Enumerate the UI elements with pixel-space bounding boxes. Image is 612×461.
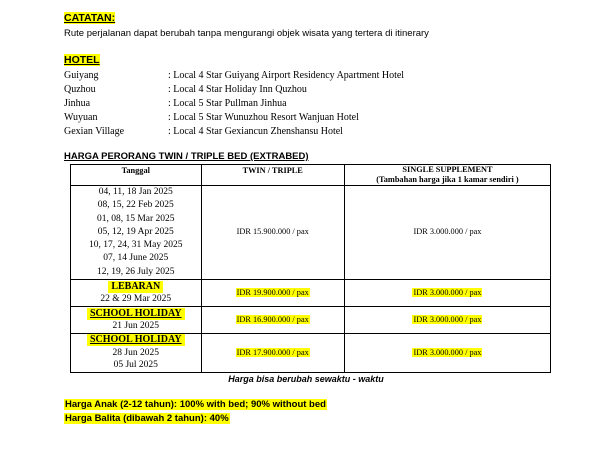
date-item: 21 Jun 2025 bbox=[112, 321, 159, 332]
lebaran-dates bbox=[71, 280, 202, 307]
hotel-city: Jinhua bbox=[64, 98, 91, 109]
table-row-lebaran bbox=[71, 280, 551, 307]
hotel-name: : Local 4 Star Holiday Inn Quzhou bbox=[168, 84, 307, 95]
date-item: 12, 19, 26 July 2025 bbox=[96, 266, 175, 277]
price-table-header bbox=[71, 165, 551, 186]
school1-dates bbox=[71, 307, 202, 334]
hotel-city: Quzhou bbox=[64, 84, 96, 95]
regular-twin: IDR 15.900.000 / pax bbox=[201, 186, 344, 280]
catatan-text: Rute perjalanan dapat berubah tanpa mengurangi objek wisata yang tertera di itinerary bbox=[64, 28, 429, 39]
hotel-city: Gexian Village bbox=[64, 126, 125, 137]
header-twin: TWIN / TRIPLE bbox=[201, 165, 344, 186]
lebaran-label: LEBARAN bbox=[108, 281, 163, 293]
header-tanggal: Tanggal bbox=[71, 165, 202, 186]
table-row-regular bbox=[71, 186, 551, 280]
hotel-city: Guiyang bbox=[64, 70, 99, 81]
harga-title: HARGA PERORANG TWIN / TRIPLE BED (EXTRABED) bbox=[64, 151, 309, 162]
child-price: Harga Anak (2-12 tahun): 100% with bed; 90% without bed bbox=[65, 399, 326, 410]
infant-price: Harga Balita (dibawah 2 tahun): 40% bbox=[65, 413, 229, 424]
date-item: 28 Jun 2025 bbox=[112, 347, 159, 358]
header-single-title: SINGLE SUPPLEMENT bbox=[402, 165, 493, 174]
regular-single: IDR 3.000.000 / pax bbox=[344, 186, 550, 280]
hotel-name: : Local 5 Star Pullman Jinhua bbox=[168, 98, 287, 109]
school1-label: SCHOOL HOLIDAY bbox=[87, 308, 185, 320]
school2-dates bbox=[71, 334, 202, 373]
regular-dates bbox=[71, 186, 202, 280]
school1-single: IDR 3.000.000 / pax bbox=[344, 307, 550, 334]
catatan-title: CATATAN: bbox=[64, 12, 116, 24]
date-item: 04, 11, 18 Jan 2025 bbox=[98, 187, 173, 197]
date-item: 05, 12, 19 Apr 2025 bbox=[97, 226, 174, 237]
header-single bbox=[344, 165, 550, 186]
price-table bbox=[70, 164, 551, 373]
hotel-name: : Local 4 Star Guiyang Airport Residency Apartment Hotel bbox=[168, 70, 405, 81]
hotel-name: : Local 5 Star Wunuzhou Resort Wanjuan Hotel bbox=[168, 112, 359, 123]
hotel-title: HOTEL bbox=[64, 54, 100, 66]
school2-label: SCHOOL HOLIDAY bbox=[87, 334, 185, 346]
hotel-name: : Local 4 Star Gexiancun Zhenshansu Hotel bbox=[168, 126, 343, 137]
date-item: 08, 15, 22 Feb 2025 bbox=[97, 200, 174, 211]
lebaran-single: IDR 3.000.000 / pax bbox=[344, 280, 550, 307]
table-row-school-holiday-1 bbox=[71, 307, 551, 334]
school1-twin: IDR 16.900.000 / pax bbox=[201, 307, 344, 334]
lebaran-twin: IDR 19.900.000 / pax bbox=[201, 280, 344, 307]
date-item: 01, 08, 15 Mar 2025 bbox=[96, 213, 175, 224]
date-item: 22 & 29 Mar 2025 bbox=[100, 294, 172, 305]
school2-twin: IDR 17.900.000 / pax bbox=[201, 334, 344, 373]
date-item: 05 Jul 2025 bbox=[113, 360, 158, 371]
price-note: Harga bisa berubah sewaktu - waktu bbox=[228, 374, 384, 384]
date-item: 10, 17, 24, 31 May 2025 bbox=[89, 240, 183, 251]
school2-single: IDR 3.000.000 / pax bbox=[344, 334, 550, 373]
header-single-sub: (Tambahan harga jika 1 kamar sendiri ) bbox=[376, 175, 519, 184]
date-item: 07, 14 June 2025 bbox=[103, 253, 169, 264]
hotel-city: Wuyuan bbox=[64, 112, 98, 123]
table-row-school-holiday-2 bbox=[71, 334, 551, 373]
